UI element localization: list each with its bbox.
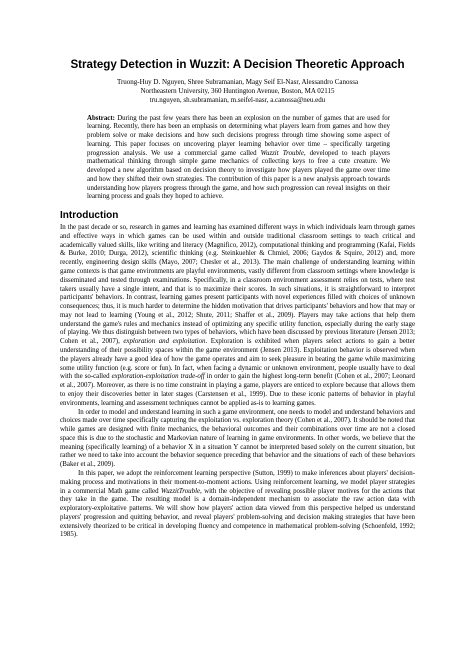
intro-paragraph-3 — [60, 470, 415, 540]
introduction-body — [60, 224, 415, 540]
intro-paragraph-1 — [60, 224, 415, 408]
abstract-text-1: During the past few years there has been an explosion on the number of games that are used for learning. Recently, there has been an emphasis on determining what players learn from games and how they problem solve or make decisions and how such decisions progress through time showing some aspect of learning. This paper focuses on uncovering player learning behavior over time – specifically targeting progression analysis. We use a commercial game called — [87, 114, 390, 157]
intro-p1-tradeoff: exploration-exploitation trade-off — [111, 373, 205, 381]
author-block — [60, 78, 415, 106]
intro-p3-text-b: , with the objective of revealing possible player motives for the actions that they take in the game. The resulting model is a domain-independent mechanism to associate the raw action data with exploratory-exploitative patterns. We will show how players' action data viewed from this perspective helped us understand players' progression and quitting behavior, and reveal players' problem-solving and decision making strategies that have been extensively theorized to be critical in developing fluency and competence in mathematical problem-solving (Schoenfeld, 1992; 1985). — [60, 487, 415, 539]
abstract — [87, 115, 390, 203]
author-emails: tru.nguyen, sh.subramanian, m.seifel-nasr, a.canossa@neu.edu — [149, 96, 326, 105]
intro-p3-text-a: In this paper, we adopt the reinforcement learning perspective (Sutton, 1999) to make inferences about players' decision-making process and motivations in their moment-to-moment actions. Using reinforcement learning, we model player strategies in a commercial Math game called — [60, 469, 415, 495]
author-affiliation: Northeastern University, 360 Huntington Avenue, Boston, MA 02115 — [140, 87, 335, 96]
abstract-game-name: Wuzzit Trouble — [260, 149, 304, 157]
abstract-label: Abstract: — [87, 114, 115, 122]
abstract-text-2: , developed to teach players mathematical thinking through simple game mechanics of collecting keys to free a cute creature. We developed a new algorithm based on decision theory to investigate how players played the game over time and how they shifted their own strategies. The contribution of this paper is a new analysis approach towards understanding how players progress through the game, and how such progression can reveal insights on their learning process and goals they hoped to achieve. — [87, 149, 390, 201]
section-heading-introduction: Introduction — [60, 210, 119, 222]
paper-title: Strategy Detection in Wuzzit: A Decision Theoretic Approach — [70, 58, 405, 71]
intro-p1-text-c: in order to gain the highest long-term benefit (Cohen et al., 2007; Leonard et al., 2007). Moreover, as there is no time constraint in playing a game, players are enticed to explore because that allows them to enjoy their discoveries better in later stages (Carstensen et al., 1999). Due to these iconic patterns of behavior in playful environments, learning and assessment techniques cannot be applied as-is to learning games. — [60, 373, 415, 407]
author-names: Truong-Huy D. Nguyen, Shree Subramanian, Magy Seif El-Nasr, Alessandro Canossa — [116, 78, 359, 86]
intro-p1-exploration: exploration and exploitation — [123, 338, 206, 346]
intro-p3-game-name: WuzzitTrouble — [160, 487, 201, 495]
intro-paragraph-2: In order to model and understand learning in such a game environment, one needs to model and understand behaviors and choices made over time specifically capturing the exploitation vs. exploration theory (Cohen et al., 2007). It should be noted that while games are designed with finite mechanics, the behavioral outcomes and their combinations over time are not a closed space this is due to the stochastic and Markovian nature of learning in game environments. In other words, we believe that the meaning (specifically learning) of a behavior X in a situation Y cannot be interpreted based solely on the current situation, but rather we need to take into account the behavior sequence preceding that behavior and the situations of each of these behaviors (Baker et al., 2009). — [60, 408, 415, 469]
intro-p1-text-a: In the past decade or so, research in games and learning has examined different ways in which individuals learn through games and effective ways in which games can be used within and outside traditional classroom settings to teach critical and academically valued skills, like writing and literacy (Magnifico, 2012), computational thinking and programming (Kafai, Fields & Burke, 2010; Durga, 2012), scientific thinking (e.g. Steinkuehler & Chmiel, 2006; Gaydos & Squire, 2012) and, more recently, engineering design skills (Mayo, 2007; Chesler et al., 2013). The main challenge of understanding learning within game contexts is that game environments are playful environments, vastly different from classroom settings where knowledge is disseminated and tested through examinations. Specifically, in a classroom environment assessment relies on tests, where test takers usually have a single intent, and that is to maximize their scores. In such situations, it is straightforward to interpret participants' behaviors. In contrast, learning games present participants with novel experiences filled with choices of unknown consequences; thus, it is much harder to determine the hidden motivation that drives participants' behaviors and how that may or may not lead to learning (Young et al., 2012; Shute, 2011; Shaffer et al., 2009). Players may take actions that help them understand the game's rules and mechanics instead of optimizing any specific utility function, especially during the early stage of playing. We thus distinguish between two types of behaviors, which have been discussed by previous literature (Jensen 2013; Cohen et al., 2007), — [60, 224, 415, 346]
intro-p1-text-b: . Exploration is exhibited when players select actions to gain a better understanding of their possibility spaces within the game environment (Jensen 2013). Exploitation behavior is observed when the players already have a good idea of how the game operates and aim to seek pleasure in beating the game while maximizing some utility function (e.g. score or fun). In fact, when facing a dynamic or unknown environment, people usually have to deal with the so-called — [60, 338, 416, 381]
